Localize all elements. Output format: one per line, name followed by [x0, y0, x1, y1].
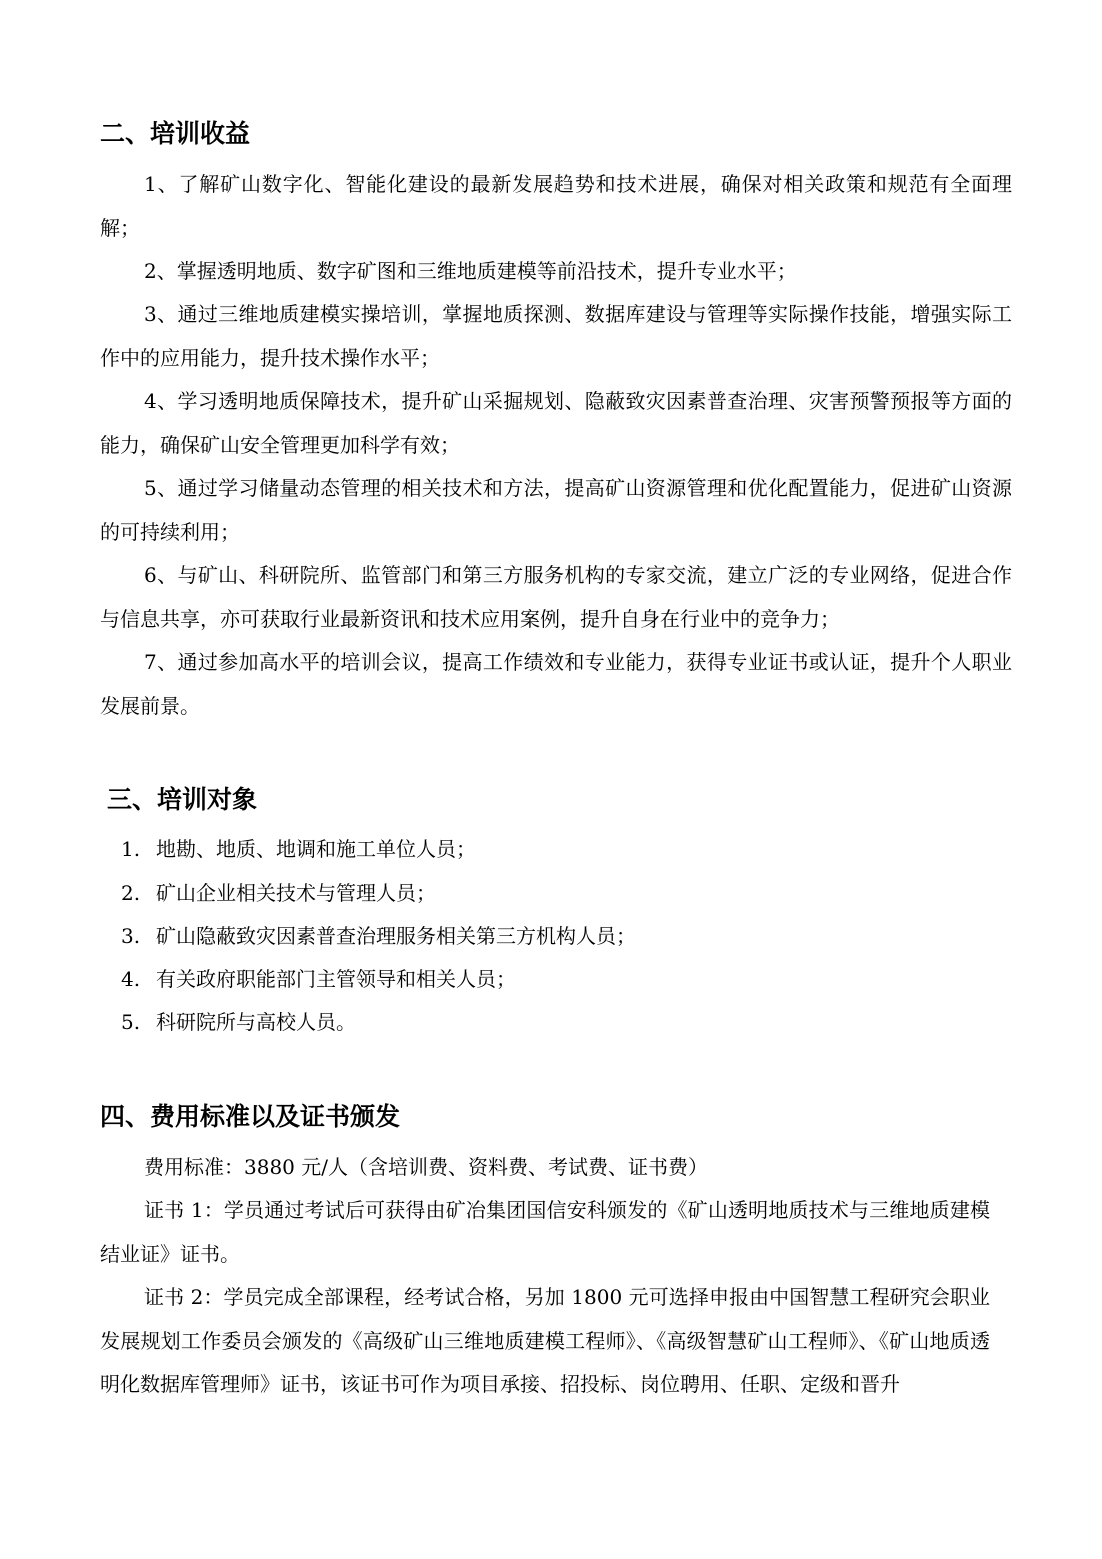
benefit-item-3: 3、通过三维地质建模实操培训，掌握地质探测、数据库建设与管理等实际操作技能，增强实际工作中的应用能力，提升技术操作水平； [100, 302, 1012, 370]
certificate-2: 证书 2：学员完成全部课程，经考试合格，另加 1800 元可选择申报由中国智慧工程研究会职业发展规划工作委员会颁发的《高级矿山三维地质建模工程师》、《高级智慧矿山工程师》、《矿山地质透明化数据库管理师》证书，该证书可作为项目承接、招投标、岗位聘用、任职、定级和晋升 [100, 1285, 990, 1396]
fee-standard: 费用标准：3880 元/人（含培训费、资料费、考试费、证书费） [144, 1155, 708, 1179]
audience-item-5 [121, 1008, 356, 1036]
audience-item-3 [121, 922, 636, 950]
benefit-item-1: 1、了解矿山数字化、智能化建设的最新发展趋势和技术进展，确保对相关政策和规范有全面理解； [100, 172, 1012, 240]
benefit-item-7: 7、通过参加高水平的培训会议，提高工作绩效和专业能力，获得专业证书或认证，提升个人职业发展前景。 [100, 650, 1012, 718]
section-heading-benefits: 二、培训收益 [100, 119, 251, 148]
list-number: 3. [121, 924, 141, 948]
audience-item-4 [121, 965, 516, 993]
list-text: 矿山企业相关技术与管理人员； [156, 881, 436, 905]
list-number: 4. [121, 967, 141, 991]
section-heading-fees-certificates: 四、费用标准以及证书颁发 [100, 1102, 401, 1131]
certificate-1: 证书 1：学员通过考试后可获得由矿冶集团国信安科颁发的《矿山透明地质技术与三维地质建模结业证》证书。 [100, 1198, 990, 1266]
list-number: 5. [121, 1010, 141, 1034]
benefit-item-5: 5、通过学习储量动态管理的相关技术和方法，提高矿山资源管理和优化配置能力，促进矿山资源的可持续利用； [100, 476, 1012, 544]
list-number: 2. [121, 881, 141, 905]
list-text: 地勘、地质、地调和施工单位人员； [156, 837, 476, 861]
benefit-item-2: 2、掌握透明地质、数字矿图和三维地质建模等前沿技术，提升专业水平； [144, 259, 797, 283]
list-text: 科研院所与高校人员。 [156, 1010, 356, 1034]
benefit-item-6: 6、与矿山、科研院所、监管部门和第三方服务机构的专家交流，建立广泛的专业网络，促进合作与信息共享，亦可获取行业最新资讯和技术应用案例，提升自身在行业中的竞争力； [100, 563, 1012, 631]
list-text: 矿山隐蔽致灾因素普查治理服务相关第三方机构人员； [156, 924, 636, 948]
list-text: 有关政府职能部门主管领导和相关人员； [156, 967, 516, 991]
audience-item-2 [121, 879, 436, 907]
section-heading-audience: 三、培训对象 [107, 785, 258, 814]
audience-item-1 [121, 835, 476, 863]
list-number: 1. [121, 837, 141, 861]
benefit-item-4: 4、学习透明地质保障技术，提升矿山采掘规划、隐蔽致灾因素普查治理、灾害预警预报等方面的能力，确保矿山安全管理更加科学有效； [100, 389, 1012, 457]
